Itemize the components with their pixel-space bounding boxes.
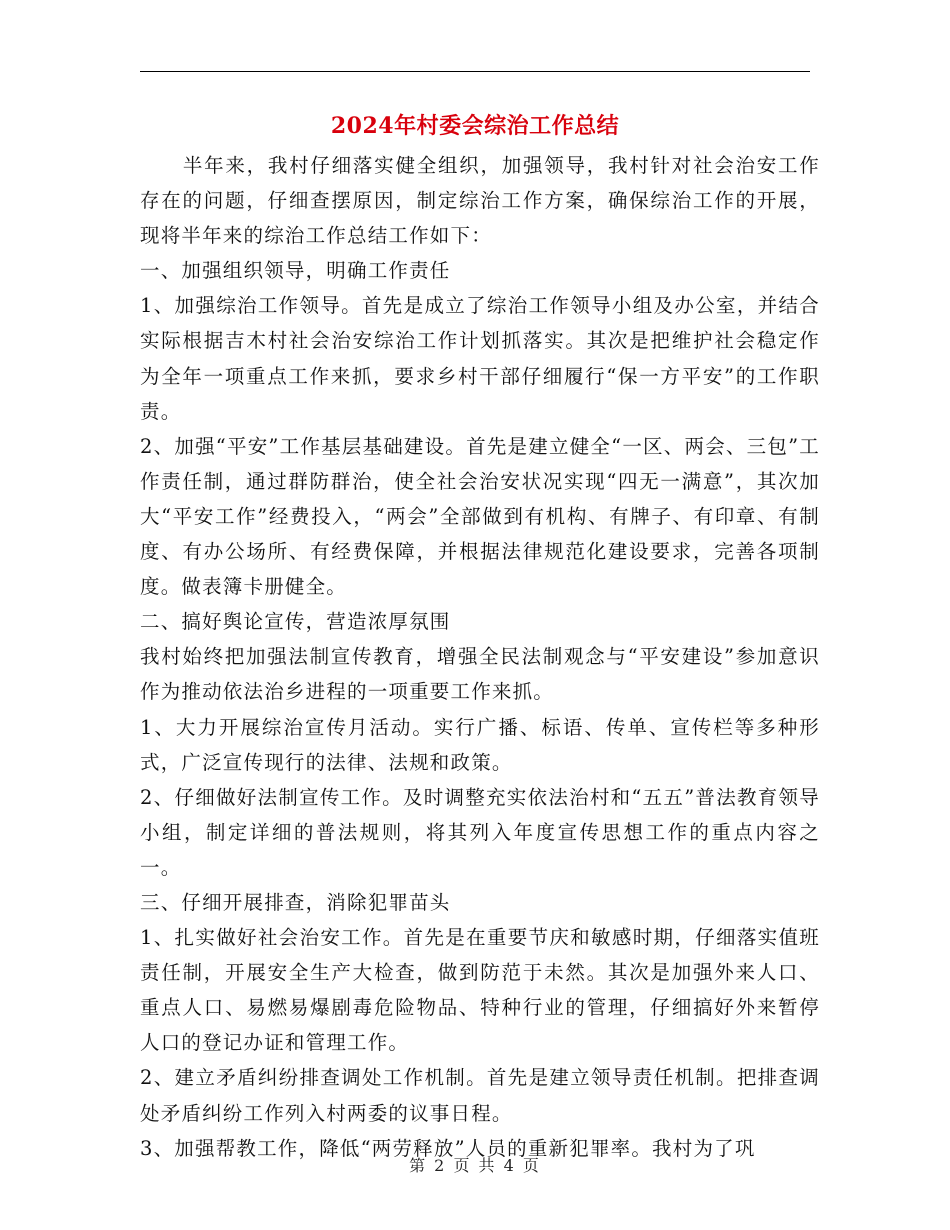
paragraph-2-2: 2、仔细做好法制宣传工作。及时调整充实依法治村和“五五”普法教育领导小组，制定详细的普法规则，将其列入年度宣传思想工作的重点内容之一。 [140, 785, 820, 879]
paragraph-1-1: 1、加强综治工作领导。首先是成立了综治工作领导小组及办公室，并结合实际根据吉木村社会治安综治工作计划抓落实。其次是把维护社会稳定作为全年一项重点工作来抓，要求乡村干部仔细履行“保一方平安”的工作职责。 [140, 294, 820, 423]
section-heading-1: 一、加强组织领导，明确工作责任 [140, 259, 451, 283]
page-number: 第 2 页 共 4 页 [409, 1156, 541, 1175]
paragraph-3-3: 3、加强帮教工作，降低“两劳释放”人员的重新犯罪率。我村为了巩 [140, 1136, 756, 1160]
header-rule [140, 71, 810, 72]
document-body [140, 148, 820, 1166]
paragraph-3-2: 2、建立矛盾纠纷排查调处工作机制。首先是建立领导责任机制。把排查调处矛盾纠纷工作列入村两委的议事日程。 [140, 1066, 820, 1125]
paragraph-2-intro: 我村始终把加强法制宣传教育，增强全民法制观念与“平安建设”参加意识作为推动依法治乡进程的一项重要工作来抓。 [140, 645, 820, 704]
document-title: 2024年村委会综治工作总结 [330, 113, 620, 139]
paragraph-1-2: 2、加强“平安”工作基层基础建设。首先是建立健全“一区、两会、三包”工作责任制，通过群防群治，使全社会治安状况实现“四无一满意”，其次加大“平安工作”经费投入，“两会”全部做到有机构、有牌子、有印章、有制度、有办公场所、有经费保障，并根据法律规范化建设要求，完善各项制度。做表簿卡册健全。 [140, 434, 820, 599]
intro-paragraph: 半年来，我村仔细落实健全组织，加强领导，我村针对社会治安工作存在的问题，仔细查摆原因，制定综治工作方案，确保综治工作的开展，现将半年来的综治工作总结工作如下： [140, 154, 820, 248]
section-heading-3: 三、仔细开展排查，消除犯罪苗头 [140, 890, 451, 914]
paragraph-3-1: 1、扎实做好社会治安工作。首先是在重要节庆和敏感时期，仔细落实值班责任制，开展安全生产大检查，做到防范于未然。其次是加强外来人口、重点人口、易燃易爆剧毒危险物品、特种行业的管理，仔细搞好外来暂停人口的登记办证和管理工作。 [140, 926, 820, 1055]
section-heading-2: 二、搞好舆论宣传，营造浓厚氛围 [140, 610, 451, 634]
paragraph-2-1: 1、大力开展综治宣传月活动。实行广播、标语、传单、宣传栏等多种形式，广泛宣传现行的法律、法规和政策。 [140, 715, 820, 774]
